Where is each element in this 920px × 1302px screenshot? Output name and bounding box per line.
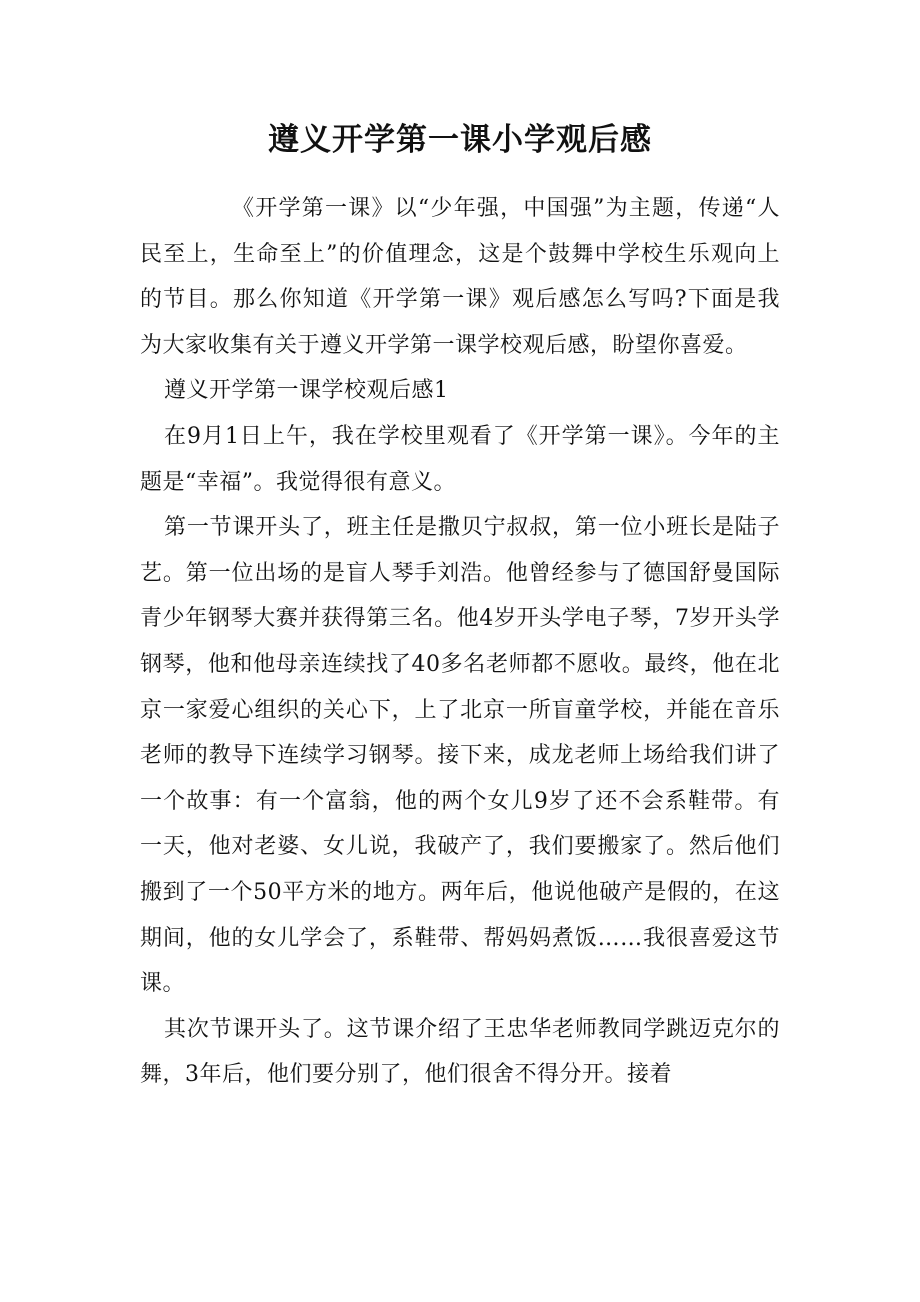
body-paragraph: 其次节课开头了。这节课介绍了王忠华老师教同学跳迈克尔的舞，3年后，他们要分别了，他们很舍不得分开。接着: [140, 1016, 780, 1088]
body-paragraph: 第一节课开头了，班主任是撒贝宁叔叔，第一位小班长是陆子艺。第一位出场的是盲人琴手刘浩。他曾经参与了德国舒曼国际青少年钢琴大赛并获得第三名。他4岁开头学电子琴，7岁开头学钢琴，他和他母亲连续找了40多名老师都不愿收。最终，他在北京一家爱心组织的关心下，上了北京一所盲童学校，并能在音乐老师的教导下连续学习钢琴。接下来，成龙老师上场给我们讲了一个故事：有一个富翁，他的两个女儿9岁了还不会系鞋带。有一天，他对老婆、女儿说，我破产了，我们要搬家了。然后他们搬到了一个50平方米的地方。两年后，他说他破产是假的，在这期间，他的女儿学会了，系鞋带、帮妈妈煮饭……我很喜爱这节课。: [140, 515, 780, 997]
document-body: [140, 186, 780, 1098]
body-paragraph: 在9月1日上午，我在学校里观看了《开学第一课》。今年的主题是“幸福”。我觉得很有意义。: [140, 423, 780, 495]
section-heading: 遵义开学第一课学校观后感1: [164, 378, 449, 404]
intro-paragraph: 《开学第一课》以“少年强，中国强”为主题，传递“人民至上，生命至上”的价值理念，这是个鼓舞中学校生乐观向上的节目。那么你知道《开学第一课》观后感怎么写吗?下面是我为大家收集有关于遵义开学第一课学校观后感，盼望你喜爱。: [140, 196, 780, 358]
document-title: 遵义开学第一课小学观后感: [268, 122, 652, 158]
